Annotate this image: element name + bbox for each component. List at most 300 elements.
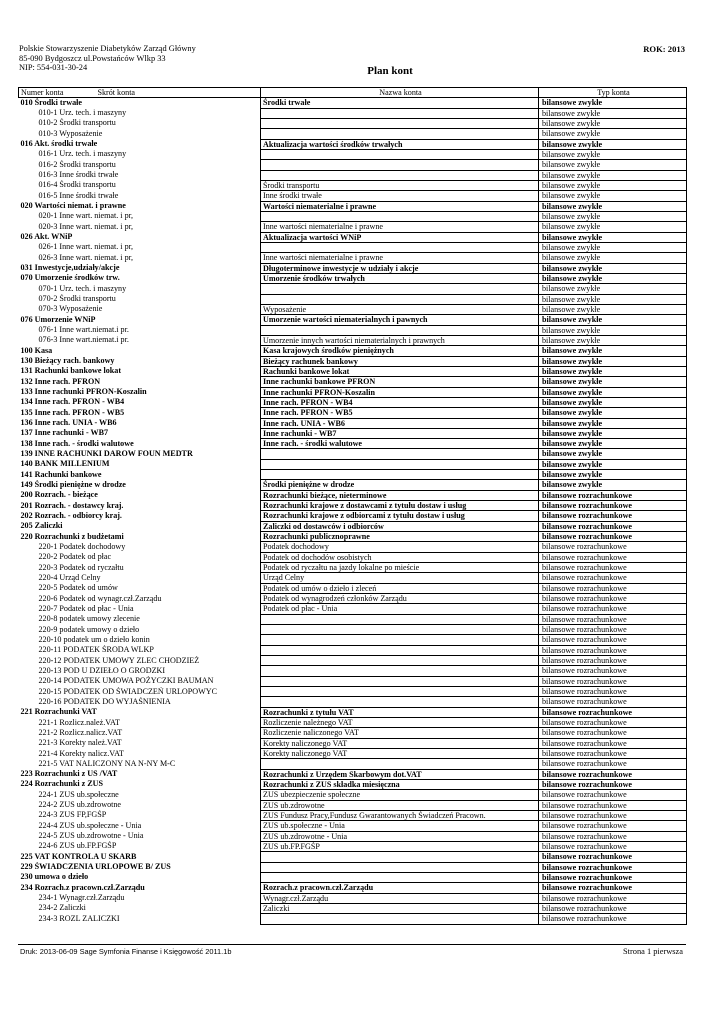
account-number-cell: 133 Inne rachunki PFRON-Koszalin <box>20 387 147 397</box>
account-name-cell <box>261 325 539 335</box>
account-number-cell: 205 Zaliczki <box>20 521 63 531</box>
account-name-cell: Umorzenie wartości niematerialnych i pawnych <box>261 315 539 325</box>
account-number-cell: 220-5 Podatek od umów <box>38 583 118 593</box>
table-row <box>19 170 687 180</box>
account-number-cell: 134 Inne rach. PFRON - WB4 <box>20 397 125 407</box>
table-row <box>19 625 687 635</box>
account-name-cell <box>261 242 539 252</box>
account-type-cell: bilansowe rozrachunkowe <box>539 779 687 789</box>
table-row <box>19 377 687 387</box>
table-row <box>19 315 687 325</box>
table-row <box>19 108 687 118</box>
account-type-cell: bilansowe rozrachunkowe <box>539 769 687 779</box>
account-number-cell: 016-3 Inne środki trwałe <box>38 170 119 180</box>
account-type-cell: bilansowe zwykłe <box>539 408 687 418</box>
account-number-cell: 076-3 Inne wart.niemat.i pr. <box>38 335 129 345</box>
table-row <box>19 490 687 500</box>
table-row <box>19 397 687 407</box>
table-row <box>19 98 687 108</box>
table-row <box>19 408 687 418</box>
account-name-cell <box>261 449 539 459</box>
account-number-cell: 220-1 Podatek dochodowy <box>38 541 126 551</box>
account-number-cell: 220-10 podatek um o dzieło konin <box>38 634 150 644</box>
account-type-cell: bilansowe rozrachunkowe <box>539 645 687 655</box>
account-number-cell: 200 Rozrach. - bieżące <box>20 490 98 500</box>
account-number-cell: 221-5 VAT NALICZONY NA N-NY M-C <box>38 758 176 768</box>
account-type-cell: bilansowe zwykłe <box>539 428 687 438</box>
table-row <box>19 656 687 666</box>
account-name-cell <box>261 470 539 480</box>
account-type-cell: bilansowe rozrachunkowe <box>539 841 687 851</box>
table-row <box>19 594 687 604</box>
account-name-cell: Podatek od dochodów osobistych <box>261 552 539 562</box>
table-row <box>19 728 687 738</box>
account-number-cell: 220-15 PODATEK OD ŚWIADCZEŃ URLOPOWYC <box>38 686 218 696</box>
print-info: Druk: 2013-06-09 Sage Symfonia Finanse i Księgowość 2011.1b <box>20 947 232 956</box>
account-type-cell: bilansowe rozrachunkowe <box>539 552 687 562</box>
account-name-cell <box>261 697 539 707</box>
account-type-cell: bilansowe zwykłe <box>539 294 687 304</box>
table-row <box>19 676 687 686</box>
account-number-cell: 070-3 Wyposażenie <box>38 304 103 314</box>
table-row <box>19 118 687 128</box>
account-number-cell: 010-3 Wyposażenie <box>38 128 103 138</box>
account-name-cell: Inne wartości niematerialne i prawne <box>261 222 539 232</box>
account-name-cell: Podatek od płac - Unia <box>261 604 539 614</box>
account-name-cell <box>261 625 539 635</box>
table-row <box>19 356 687 366</box>
account-type-cell: bilansowe rozrachunkowe <box>539 872 687 882</box>
account-number-cell: 010-2 Środki transportu <box>38 118 116 128</box>
account-type-cell: bilansowe rozrachunkowe <box>539 563 687 573</box>
table-row <box>19 439 687 449</box>
account-type-cell: bilansowe zwykłe <box>539 191 687 201</box>
account-type-cell: bilansowe zwykłe <box>539 387 687 397</box>
account-name-cell: Kasa krajowych środków pieniężnych <box>261 346 539 356</box>
account-name-cell: Zaliczki od dostawców i odbiorców <box>261 521 539 531</box>
account-type-cell: bilansowe rozrachunkowe <box>539 687 687 697</box>
account-type-cell: bilansowe zwykłe <box>539 242 687 252</box>
table-row <box>19 583 687 593</box>
account-name-cell <box>261 862 539 872</box>
account-name-cell <box>261 284 539 294</box>
account-name-cell <box>261 656 539 666</box>
account-type-cell: bilansowe rozrachunkowe <box>539 718 687 728</box>
account-number-cell: 220-12 PODATEK UMOWY ZLEC CHODZIEŻ <box>38 655 200 665</box>
account-type-cell: bilansowe zwykłe <box>539 325 687 335</box>
org-address: 85-090 Bydgoszcz ul.Powstańców Wlkp 33 <box>19 53 166 63</box>
account-name-cell: Rozliczenie należnego VAT <box>261 718 539 728</box>
table-row <box>19 903 687 913</box>
account-name-cell: Rachunki bankowe lokat <box>261 366 539 376</box>
account-name-cell: Aktualizacja wartości WNiP <box>261 232 539 242</box>
account-number-cell: 234-1 Wynagr.czł.Zarządu <box>38 893 125 903</box>
account-type-cell: bilansowe zwykłe <box>539 139 687 149</box>
account-type-cell: bilansowe zwykłe <box>539 253 687 263</box>
account-number-cell: 132 Inne rach. PFRON <box>20 376 101 386</box>
account-number-cell: 138 Inne rach. - środki walutowe <box>20 438 134 448</box>
account-number-cell: 220-2 Podatek od płac <box>38 552 112 562</box>
account-name-cell <box>261 759 539 769</box>
account-number-cell: 221-1 Rozlicz.należ.VAT <box>38 717 120 727</box>
account-number-cell: 016-1 Urz. tech. i maszyny <box>38 149 127 159</box>
account-name-cell: Korekty naliczonego VAT <box>261 749 539 759</box>
account-type-cell: bilansowe zwykłe <box>539 418 687 428</box>
account-number-cell: 070-2 Środki transportu <box>38 294 116 304</box>
account-type-cell: bilansowe zwykłe <box>539 470 687 480</box>
account-type-cell: bilansowe rozrachunkowe <box>539 883 687 893</box>
account-name-cell: Rozrachunki krajowe z odbiorcami z tytułu dostaw i usług <box>261 511 539 521</box>
table-row <box>19 232 687 242</box>
account-type-cell: bilansowe zwykłe <box>539 335 687 345</box>
account-name-cell: ZUS ub.FP.FGŚP <box>261 841 539 851</box>
account-name-cell: ZUS ubezpieczenie społeczne <box>261 790 539 800</box>
account-number-cell: 220-8 podatek umowy zlecenie <box>38 614 140 624</box>
table-row <box>19 697 687 707</box>
account-number-cell: 141 Rachunki bankowe <box>20 469 102 479</box>
table-row <box>19 738 687 748</box>
table-row <box>19 800 687 810</box>
account-number-cell: 076 Umorzenie WNiP <box>20 314 96 324</box>
account-name-cell: Rozliczenie naliczonego VAT <box>261 728 539 738</box>
account-number-cell: 224-5 ZUS ub.zdrowotne - Unia <box>38 831 144 841</box>
account-number-cell: 220-14 PODATEK UMOWA POŻYCZKI BAUMAN <box>38 676 214 686</box>
account-type-cell: bilansowe rozrachunkowe <box>539 676 687 686</box>
account-type-cell: bilansowe rozrachunkowe <box>539 625 687 635</box>
table-row <box>19 573 687 583</box>
account-type-cell: bilansowe rozrachunkowe <box>539 604 687 614</box>
account-type-cell: bilansowe zwykłe <box>539 449 687 459</box>
account-number-cell: 026-3 Inne wart. niemat. i pr, <box>38 252 134 262</box>
account-type-cell: bilansowe zwykłe <box>539 118 687 128</box>
account-number-cell: 224-6 ZUS ub.FP.FGŚP <box>38 841 117 851</box>
page-number: Strona 1 pierwsza <box>622 947 683 956</box>
account-number-cell: 220-4 Urząd Celny <box>38 572 101 582</box>
table-row <box>19 211 687 221</box>
account-name-cell: Rozrachunki z Urzędem Skarbowym dot.VAT <box>261 769 539 779</box>
table-row <box>19 521 687 531</box>
account-name-cell: Inne rachunki - WB7 <box>261 428 539 438</box>
year-label: ROK: 2013 <box>643 44 685 54</box>
account-type-cell: bilansowe zwykłe <box>539 201 687 211</box>
account-name-cell <box>261 118 539 128</box>
table-row <box>19 893 687 903</box>
account-number-cell: 137 Inne rachunki - WB7 <box>20 428 109 438</box>
account-number-cell: 135 Inne rach. PFRON - WB5 <box>20 407 125 417</box>
table-row <box>19 294 687 304</box>
account-name-cell: Rozrachunki publicznoprawne <box>261 532 539 542</box>
account-name-cell: Długoterminowe inwestycje w udziały i akcje <box>261 263 539 273</box>
table-row <box>19 428 687 438</box>
account-number-cell: 220-9 podatek umowy o dzieło <box>38 624 140 634</box>
account-name-cell: Rozrachunki z ZUS składka miesięczna <box>261 779 539 789</box>
table-row <box>19 253 687 263</box>
account-name-cell: ZUS Fundusz Pracy,Fundusz Gwarantowanych Świadczeń Pracown. <box>261 810 539 820</box>
table-row <box>19 511 687 521</box>
account-type-cell: bilansowe zwykłe <box>539 273 687 283</box>
account-name-cell: Inne rachunki bankowe PFRON <box>261 377 539 387</box>
header-account-type: Typ konta <box>539 88 687 98</box>
account-name-cell <box>261 170 539 180</box>
account-name-cell <box>261 160 539 170</box>
table-row <box>19 304 687 314</box>
account-name-cell: Inne rach. PFRON - WB5 <box>261 408 539 418</box>
account-type-cell: bilansowe rozrachunkowe <box>539 666 687 676</box>
account-number-cell: 016-5 Inne środki trwałe <box>38 190 119 200</box>
account-type-cell: bilansowe rozrachunkowe <box>539 707 687 717</box>
table-row <box>19 418 687 428</box>
account-type-cell: bilansowe rozrachunkowe <box>539 656 687 666</box>
account-name-cell: Zaliczki <box>261 903 539 913</box>
account-type-cell: bilansowe rozrachunkowe <box>539 532 687 542</box>
account-name-cell: Rozrachunki krajowe z dostawcami z tytułu dostaw i usług <box>261 501 539 511</box>
table-row <box>19 769 687 779</box>
table-row <box>19 387 687 397</box>
table-row <box>19 542 687 552</box>
account-number-cell: 223 Rozrachunki z US /VAT <box>20 769 118 779</box>
account-type-cell: bilansowe zwykłe <box>539 263 687 273</box>
account-number-cell: 229 ŚWIADCZENIA URLOPOWE B/ ZUS <box>20 862 171 872</box>
account-type-cell: bilansowe rozrachunkowe <box>539 738 687 748</box>
org-nip: NIP: 554-031-30-24 <box>19 63 88 73</box>
account-type-cell: bilansowe zwykłe <box>539 108 687 118</box>
account-number-cell: 225 VAT KONTROLA U SKARB <box>20 851 137 861</box>
account-name-cell: Inne rachunki PFRON-Koszalin <box>261 387 539 397</box>
table-row <box>19 821 687 831</box>
account-number-cell: 220 Rozrachunki z budżetami <box>20 531 124 541</box>
account-number-cell: 202 Rozrach. - odbiorcy kraj. <box>20 510 122 520</box>
account-type-cell: bilansowe rozrachunkowe <box>539 697 687 707</box>
account-type-cell: bilansowe zwykłe <box>539 397 687 407</box>
account-type-cell: bilansowe rozrachunkowe <box>539 914 687 924</box>
account-number-cell: 221-3 Korekty należ.VAT <box>38 738 122 748</box>
account-name-cell: Wynagr.czł.Zarządu <box>261 893 539 903</box>
account-name-cell: Umorzenie środków trwałych <box>261 273 539 283</box>
account-name-cell <box>261 687 539 697</box>
account-number-cell: 130 Bieżący rach. bankowy <box>20 356 115 366</box>
account-number-cell: 234 Rozrach.z pracown.czł.Zarządu <box>20 882 145 892</box>
account-number-cell: 100 Kasa <box>20 345 53 355</box>
account-name-cell: Rozrachunki bieżące, nieterminowe <box>261 490 539 500</box>
account-name-cell <box>261 852 539 862</box>
account-name-cell: ZUS ub.zdrowotne <box>261 800 539 810</box>
account-name-cell <box>261 294 539 304</box>
table-row <box>19 470 687 480</box>
account-name-cell: Środki transportu <box>261 180 539 190</box>
account-type-cell: bilansowe rozrachunkowe <box>539 521 687 531</box>
account-number-cell: 031 Inwestycje,udziały/akcje <box>20 263 120 273</box>
account-type-cell: bilansowe rozrachunkowe <box>539 614 687 624</box>
table-row <box>19 459 687 469</box>
account-number-cell: 220-3 Podatek od ryczałtu <box>38 562 124 572</box>
table-row <box>19 707 687 717</box>
account-number-cell: 070-1 Urz. tech. i maszyny <box>38 283 127 293</box>
account-type-cell: bilansowe zwykłe <box>539 439 687 449</box>
table-row <box>19 449 687 459</box>
table-row <box>19 335 687 345</box>
table-row <box>19 872 687 882</box>
account-type-cell: bilansowe zwykłe <box>539 356 687 366</box>
account-number-cell: 234-2 Zaliczki <box>38 903 86 913</box>
table-row <box>19 841 687 851</box>
account-name-cell <box>261 635 539 645</box>
account-type-cell: bilansowe rozrachunkowe <box>539 759 687 769</box>
table-row <box>19 149 687 159</box>
account-number-cell: 136 Inne rach. UNIA - WB6 <box>20 418 117 427</box>
account-type-cell: bilansowe zwykłe <box>539 232 687 242</box>
account-name-cell: Urząd Celny <box>261 573 539 583</box>
table-row <box>19 779 687 789</box>
table-row <box>19 718 687 728</box>
table-row <box>19 242 687 252</box>
table-row <box>19 325 687 335</box>
account-type-cell: bilansowe zwykłe <box>539 170 687 180</box>
account-number-cell: 140 BANK MILLENIUM <box>20 459 110 469</box>
account-name-cell: Środki trwałe <box>261 98 539 108</box>
account-name-cell <box>261 666 539 676</box>
account-number-cell: 234-3 ROZL ZALICZKI <box>38 913 120 923</box>
table-row <box>19 790 687 800</box>
table-row <box>19 862 687 872</box>
table-row <box>19 191 687 201</box>
account-name-cell: ZUS ub.zdrowotne - Unia <box>261 831 539 841</box>
account-type-cell: bilansowe zwykłe <box>539 211 687 221</box>
account-name-cell: Inne wartości niematerialne i prawne <box>261 253 539 263</box>
account-name-cell: Podatek od umów o dzieło i zleceń <box>261 583 539 593</box>
account-type-cell: bilansowe rozrachunkowe <box>539 728 687 738</box>
account-number-cell: 139 INNE RACHUNKI DAROW FOUN MEDTR <box>20 448 193 458</box>
table-row <box>19 810 687 820</box>
table-row <box>19 501 687 511</box>
table-row <box>19 604 687 614</box>
account-type-cell: bilansowe rozrachunkowe <box>539 810 687 820</box>
account-type-cell: bilansowe zwykłe <box>539 304 687 314</box>
account-name-cell: ZUS ub.społeczne - Unia <box>261 821 539 831</box>
account-type-cell: bilansowe rozrachunkowe <box>539 511 687 521</box>
account-name-cell <box>261 149 539 159</box>
table-row <box>19 263 687 273</box>
account-type-cell: bilansowe zwykłe <box>539 98 687 108</box>
account-number-cell: 020-3 Inne wart. niemat. i pr, <box>38 221 134 231</box>
account-name-cell <box>261 645 539 655</box>
table-row <box>19 614 687 624</box>
page-title: Plan kont <box>367 65 413 77</box>
account-type-cell: bilansowe rozrachunkowe <box>539 573 687 583</box>
account-number-cell: 224-3 ZUS FP,FGŚP <box>38 810 107 820</box>
account-type-cell: bilansowe rozrachunkowe <box>539 893 687 903</box>
account-number-cell: 224-4 ZUS ub.społeczne - Unia <box>38 820 142 830</box>
table-row <box>19 160 687 170</box>
account-number-cell: 016 Akt. środki trwałe <box>20 139 98 149</box>
account-number-cell: 016-4 Środki transportu <box>38 180 116 190</box>
account-type-cell: bilansowe rozrachunkowe <box>539 749 687 759</box>
table-row <box>19 552 687 562</box>
account-type-cell: bilansowe zwykłe <box>539 284 687 294</box>
account-name-cell <box>261 211 539 221</box>
header-account-name: Nazwa konta <box>261 88 539 98</box>
table-row <box>19 635 687 645</box>
account-number-cell: 220-6 Podatek od wynagr.czł.Zarządu <box>38 593 162 603</box>
accounts-table-body <box>19 98 687 924</box>
table-row <box>19 222 687 232</box>
table-row <box>19 129 687 139</box>
account-type-cell: bilansowe rozrachunkowe <box>539 852 687 862</box>
account-name-cell <box>261 108 539 118</box>
account-name-cell: Bieżący rachunek bankowy <box>261 356 539 366</box>
table-row <box>19 666 687 676</box>
account-number-cell: 220-7 Podatek od płac - Unia <box>38 603 134 613</box>
account-name-cell: Rozrach.z pracown.czł.Zarządu <box>261 883 539 893</box>
account-number-cell: 221 Rozrachunki VAT <box>20 707 97 717</box>
account-name-cell: Aktualizacja wartości środków trwałych <box>261 139 539 149</box>
account-number-cell: 020-1 Inne wart. niemat. i pr, <box>38 211 134 221</box>
account-name-cell <box>261 914 539 924</box>
table-row <box>19 563 687 573</box>
account-name-cell: Inne rach. UNIA - WB6 <box>261 418 539 428</box>
org-name: Polskie Stowarzyszenie Diabetyków Zarząd Główny <box>19 44 196 53</box>
account-number-cell: 220-13 POD U DZIEŁO O GRODZKI <box>38 665 166 675</box>
account-type-cell: bilansowe rozrachunkowe <box>539 583 687 593</box>
account-number-cell: 220-11 PODATEK ŚRODA WLKP <box>38 645 154 655</box>
table-row <box>19 480 687 490</box>
table-row <box>19 759 687 769</box>
table-row <box>19 180 687 190</box>
account-type-cell: bilansowe rozrachunkowe <box>539 594 687 604</box>
account-number-cell: 010-1 Urz. tech. i maszyny <box>38 108 127 118</box>
account-number-cell: 016-2 Środki transportu <box>38 159 116 169</box>
table-row <box>19 645 687 655</box>
account-type-cell: bilansowe zwykłe <box>539 315 687 325</box>
account-name-cell: Podatek od wynagrodzeń członków Zarządu <box>261 594 539 604</box>
account-type-cell: bilansowe zwykłe <box>539 129 687 139</box>
account-number-cell: 070 Umorzenie środków trw. <box>20 273 120 283</box>
table-row <box>19 914 687 924</box>
account-type-cell: bilansowe zwykłe <box>539 149 687 159</box>
account-name-cell <box>261 872 539 882</box>
table-row <box>19 201 687 211</box>
table-row <box>19 749 687 759</box>
account-name-cell: Inne rach. PFRON - WB4 <box>261 397 539 407</box>
account-number-cell: 224-1 ZUS ub.społeczne <box>38 789 119 799</box>
account-number-cell: 076-1 Inne wart.niemat.i pr. <box>38 325 129 335</box>
account-type-cell: bilansowe zwykłe <box>539 459 687 469</box>
account-name-cell <box>261 614 539 624</box>
account-type-cell: bilansowe rozrachunkowe <box>539 903 687 913</box>
account-name-cell: Podatek od ryczałtu na jazdy lokalne po mieście <box>261 563 539 573</box>
table-row <box>19 687 687 697</box>
account-type-cell: bilansowe rozrachunkowe <box>539 800 687 810</box>
header-account-number: Numer konta Skrót konta <box>19 88 261 98</box>
account-type-cell: bilansowe zwykłe <box>539 222 687 232</box>
table-row <box>19 273 687 283</box>
account-name-cell: Środki pieniężne w drodze <box>261 480 539 490</box>
account-number-cell: 224 Rozrachunki z ZUS <box>20 779 104 789</box>
table-row <box>19 346 687 356</box>
account-name-cell: Wyposażenie <box>261 304 539 314</box>
account-type-cell: bilansowe zwykłe <box>539 160 687 170</box>
account-number-cell: 201 Rozrach. - dostawcy kraj. <box>20 500 124 510</box>
account-type-cell: bilansowe rozrachunkowe <box>539 821 687 831</box>
account-type-cell: bilansowe zwykłe <box>539 180 687 190</box>
account-name-cell: Podatek dochodowy <box>261 542 539 552</box>
account-name-cell <box>261 459 539 469</box>
accounts-table <box>18 87 687 925</box>
account-number-cell: 221-2 Rozlicz.nalicz.VAT <box>38 727 123 737</box>
account-type-cell: bilansowe rozrachunkowe <box>539 490 687 500</box>
account-number-cell: 220-16 PODATEK DO WYJAŚNIENIA <box>38 696 171 706</box>
account-type-cell: bilansowe zwykłe <box>539 377 687 387</box>
account-type-cell: bilansowe rozrachunkowe <box>539 542 687 552</box>
